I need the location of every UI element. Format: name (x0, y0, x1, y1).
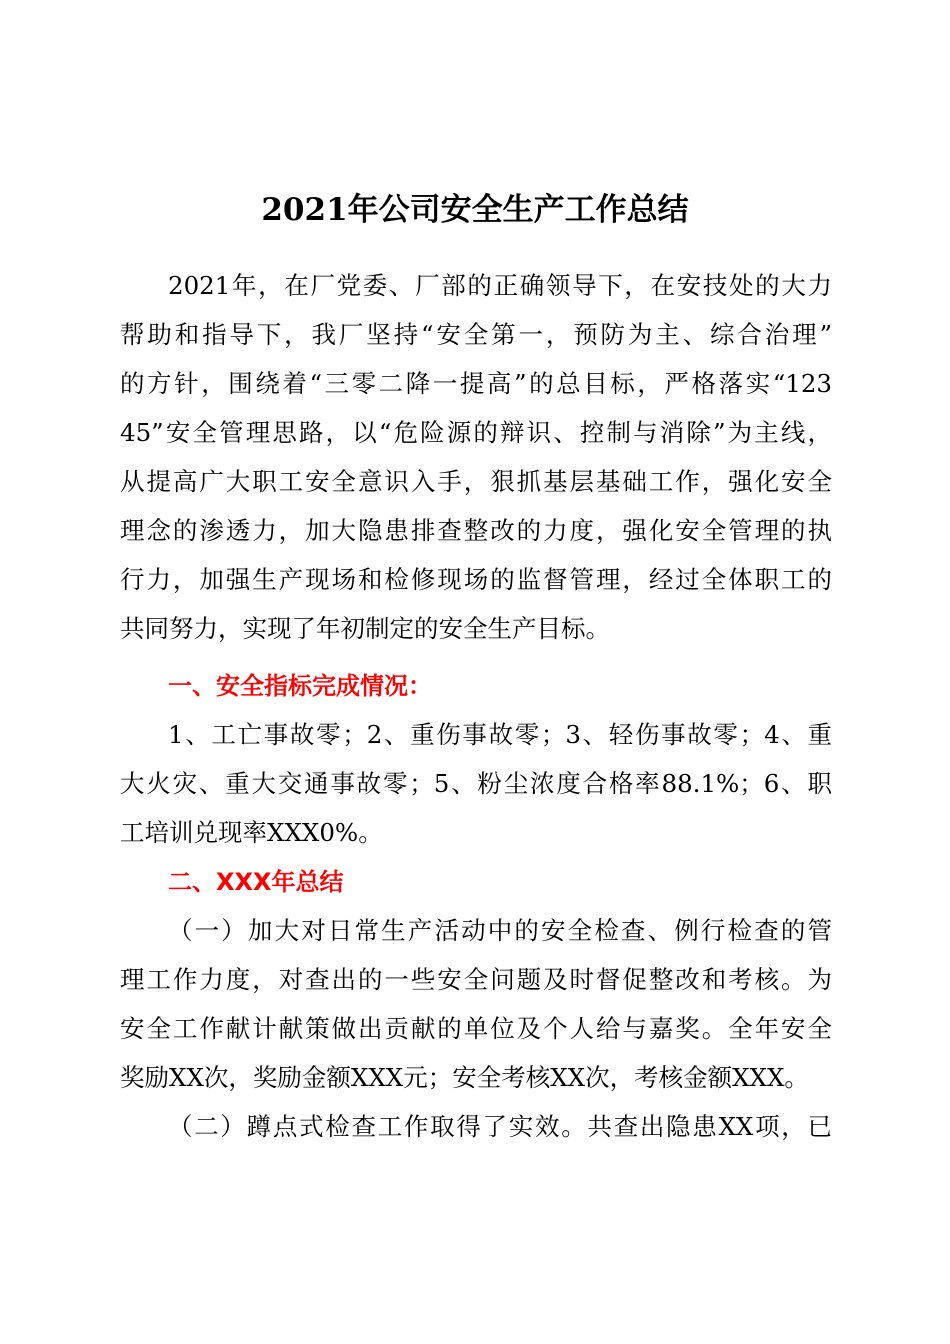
document-title: 2021年公司安全生产工作总结 (261, 192, 689, 228)
paragraph-3-line-4: 奖励XX次，奖励金额XXX元；安全考核XX次，考核金额XXX。 (120, 1063, 809, 1092)
paragraph-1-line-4: 45”安全管理思路，以“危险源的辩识、控制与消除”为主线， (120, 418, 832, 447)
paragraph-2-line-1: 1、工亡事故零；2、重伤事故零；3、轻伤事故零；4、重 (168, 720, 832, 749)
section-heading-2: 二、XXX年总结 (168, 868, 344, 896)
paragraph-1-line-5: 从提高广大职工安全意识入手，狠抓基层基础工作，强化安全 (120, 467, 832, 496)
paragraph-3-line-2: 理工作力度，对查出的一些安全问题及时督促整改和考核。为 (120, 965, 832, 994)
paragraph-3-line-3: 安全工作献计献策做出贡献的单位及个人给与嘉奖。全年安全 (120, 1014, 832, 1043)
paragraph-1-line-3: 的方针，围绕着“三零二降一提高”的总目标，严格落实“123 (120, 369, 832, 398)
paragraph-3-line-1: （一）加大对日常生产活动中的安全检查、例行检查的管 (168, 916, 832, 945)
paragraph-1-line-7: 行力，加强生产现场和检修现场的监督管理，经过全体职工的 (120, 565, 832, 594)
paragraph-1-line-2: 帮助和指导下，我厂坚持“安全第一，预防为主、综合治理” (120, 320, 832, 349)
paragraph-4-line-1: （二）蹲点式检查工作取得了实效。共查出隐患XX项，已 (168, 1112, 832, 1141)
paragraph-2-line-2: 大火灾、重大交通事故零；5、粉尘浓度合格率88.1%；6、职 (120, 769, 832, 798)
section-heading-1: 一、安全指标完成情况： (168, 672, 432, 700)
paragraph-2-line-3: 工培训兑现率XXX0%。 (120, 818, 383, 847)
paragraph-1-line-6: 理念的渗透力，加大隐患排查整改的力度，强化安全管理的执 (120, 516, 832, 545)
paragraph-1-line-8: 共同努力，实现了年初制定的安全生产目标。 (120, 614, 610, 643)
paragraph-1-line-1: 2021年，在厂党委、厂部的正确领导下，在安技处的大力 (168, 271, 832, 300)
